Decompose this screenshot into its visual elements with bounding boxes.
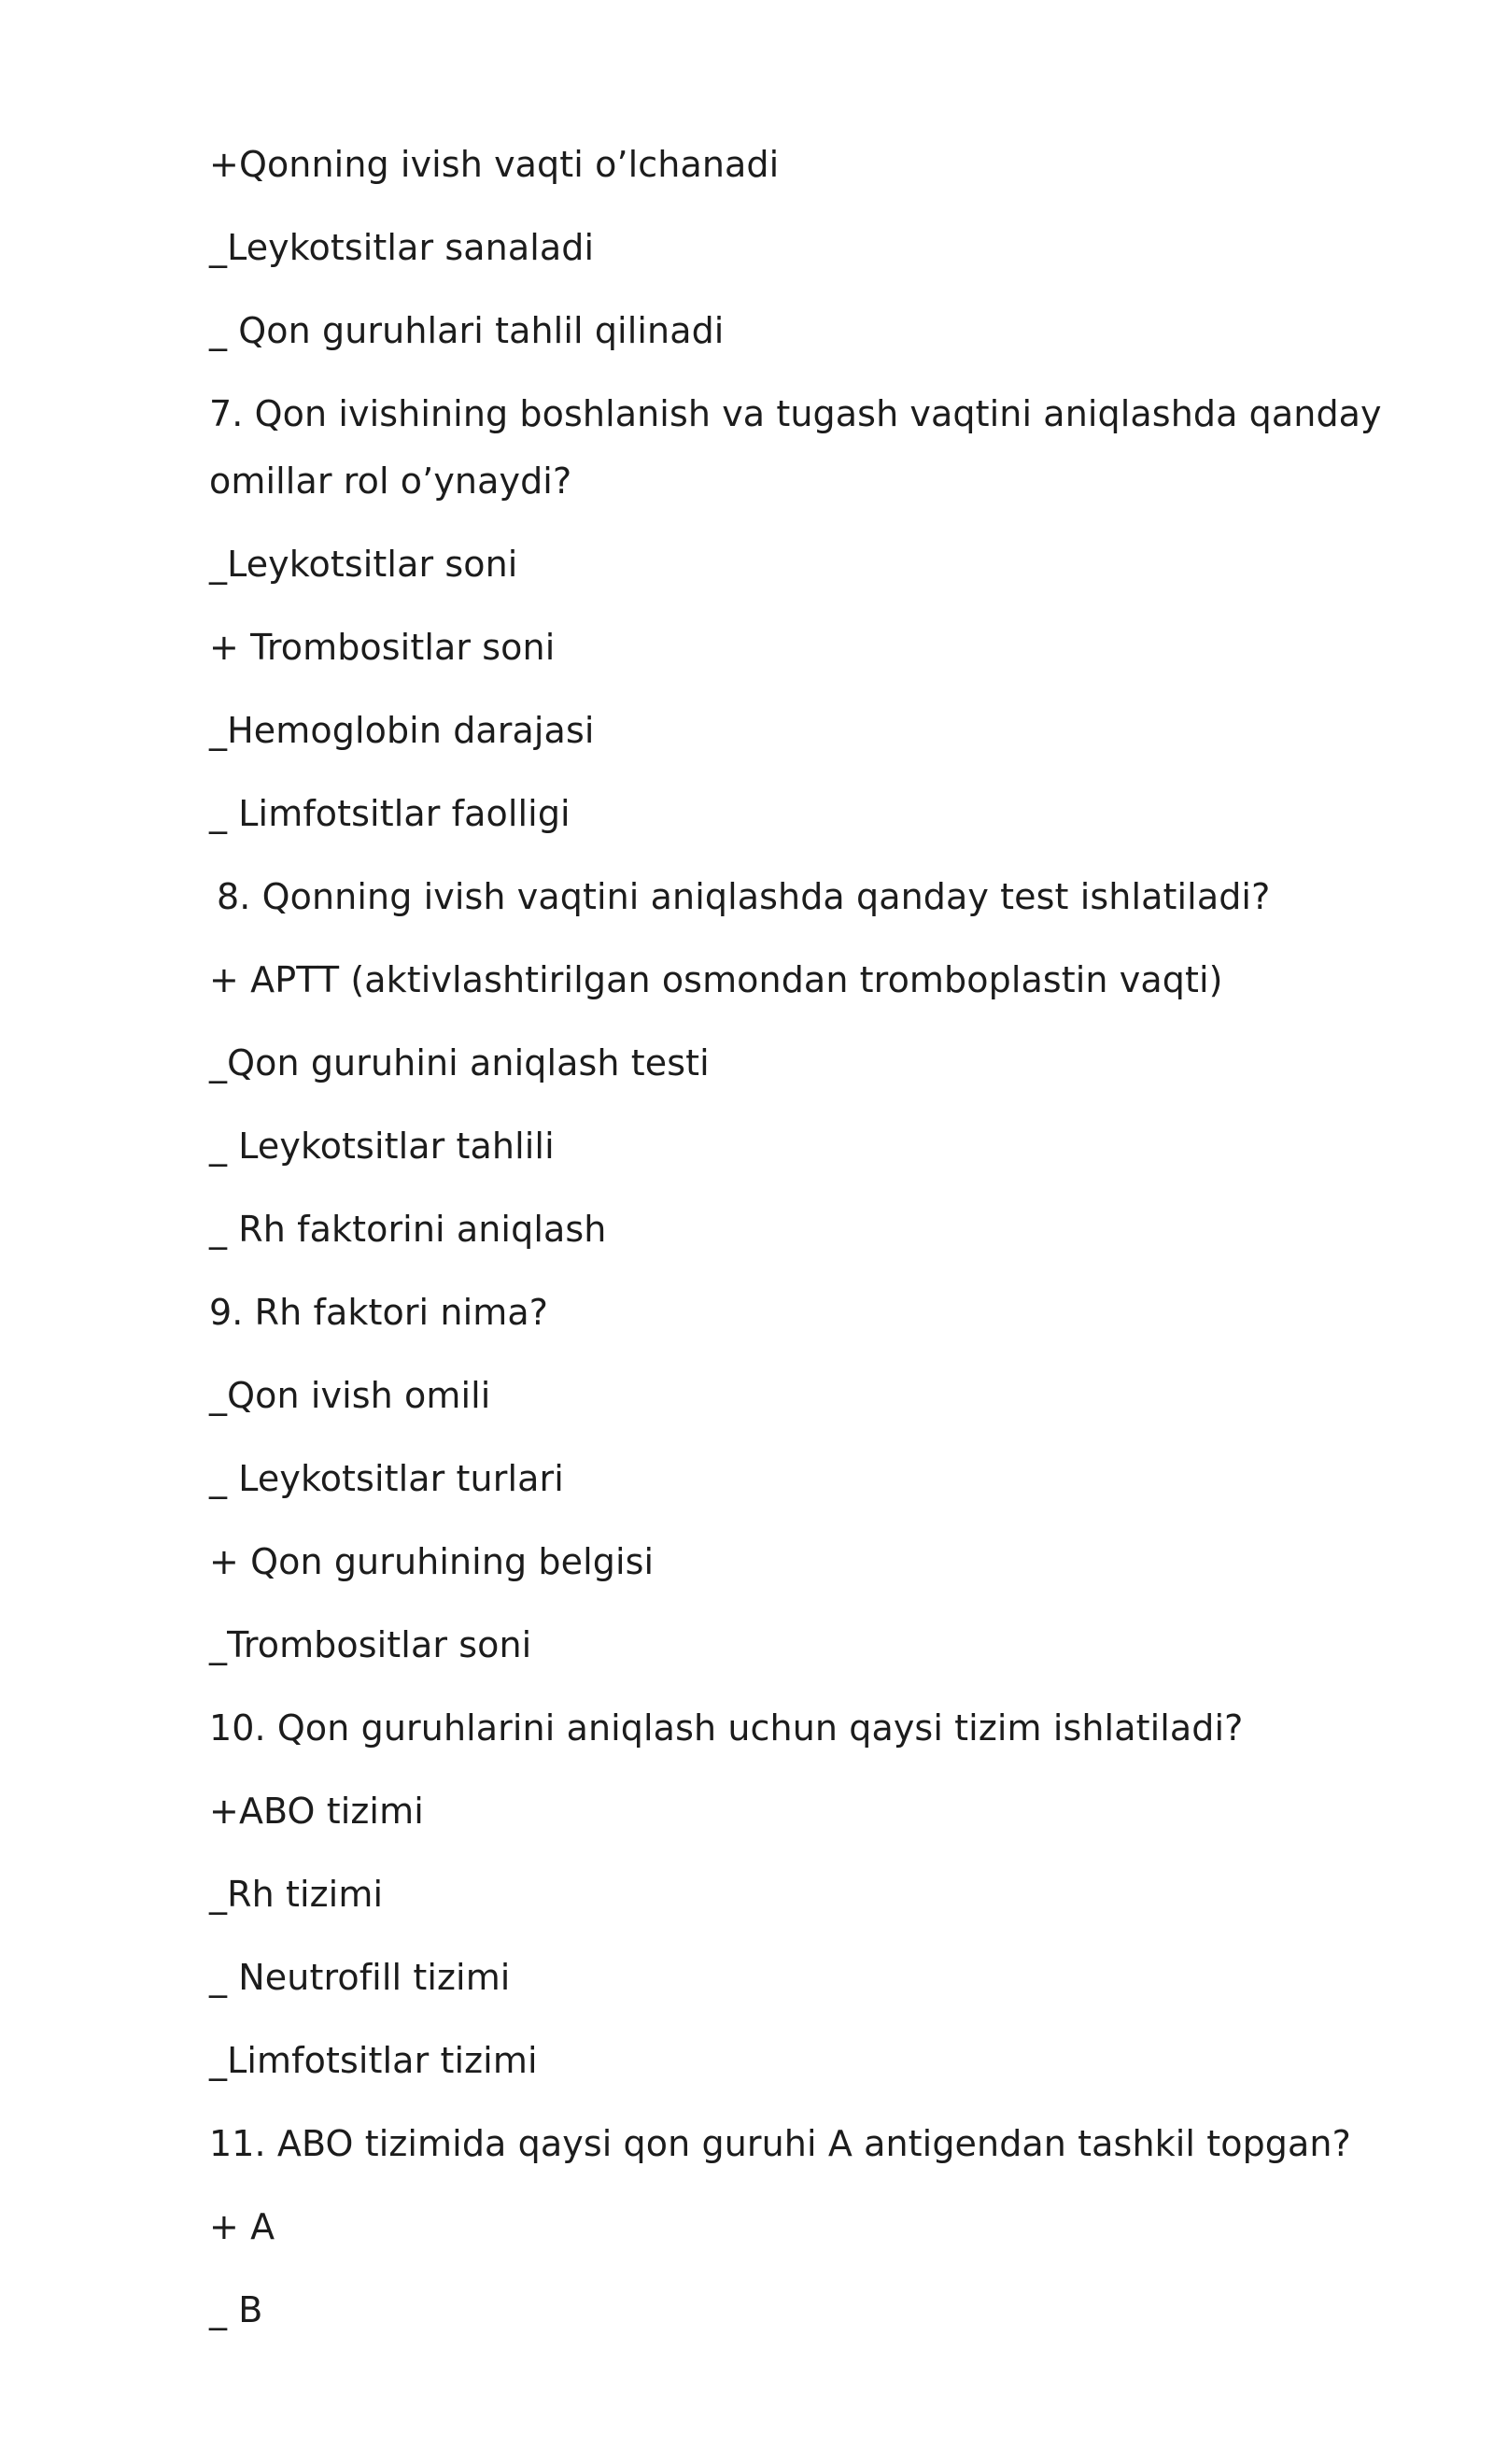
answer-option: _ Limfotsitlar faolligi (209, 793, 571, 834)
answer-option: _ Leykotsitlar tahlili (209, 1126, 555, 1167)
answer-option-correct: + Qon guruhining belgisi (209, 1541, 655, 1582)
answer-option: _ Qon guruhlari tahlil qilinadi (209, 310, 725, 351)
answer-option: _Leykotsitlar sanaladi (209, 227, 595, 268)
answer-option-correct: + APTT (aktivlashtirilgan osmondan tromboplastin vaqti) (209, 959, 1223, 1000)
question-10: 10. Qon guruhlarini aniqlash uchun qaysi tizim ishlatiladi? (209, 1707, 1244, 1749)
answer-option: +Qonning ivish vaqti o’lchanadi (209, 144, 780, 185)
question-9: 9. Rh faktori nima? (209, 1292, 548, 1333)
answer-option: _Trombositlar soni (209, 1624, 532, 1665)
answer-option: _ B (209, 2289, 263, 2330)
answer-option-correct: +ABO tizimi (209, 1791, 424, 1832)
answer-option: _Qon ivish omili (209, 1375, 491, 1416)
answer-option: _ Neutrofill tizimi (209, 1957, 511, 1998)
answer-option: _ Leykotsitlar turlari (209, 1458, 564, 1499)
answer-option: _Leykotsitlar soni (209, 544, 518, 585)
answer-option: _Hemoglobin darajasi (209, 710, 595, 751)
answer-option-correct: + Trombositlar soni (209, 627, 556, 668)
answer-option: _Limfotsitlar tizimi (209, 2040, 538, 2081)
question-7-continued: omillar rol o’ynaydi? (209, 460, 572, 502)
answer-option-correct: + A (209, 2206, 275, 2247)
answer-option: _Rh tizimi (209, 1874, 384, 1915)
question-11: 11. ABO tizimida qaysi qon guruhi A antigendan tashkil topgan? (209, 2123, 1351, 2164)
question-7: 7. Qon ivishining boshlanish va tugash vaqtini aniqlashda qanday (209, 393, 1382, 434)
answer-option: _Qon guruhini aniqlash testi (209, 1042, 710, 1083)
question-8: 8. Qonning ivish vaqtini aniqlashda qanday test ishlatiladi? (217, 876, 1271, 917)
answer-option: _ Rh faktorini aniqlash (209, 1209, 607, 1250)
